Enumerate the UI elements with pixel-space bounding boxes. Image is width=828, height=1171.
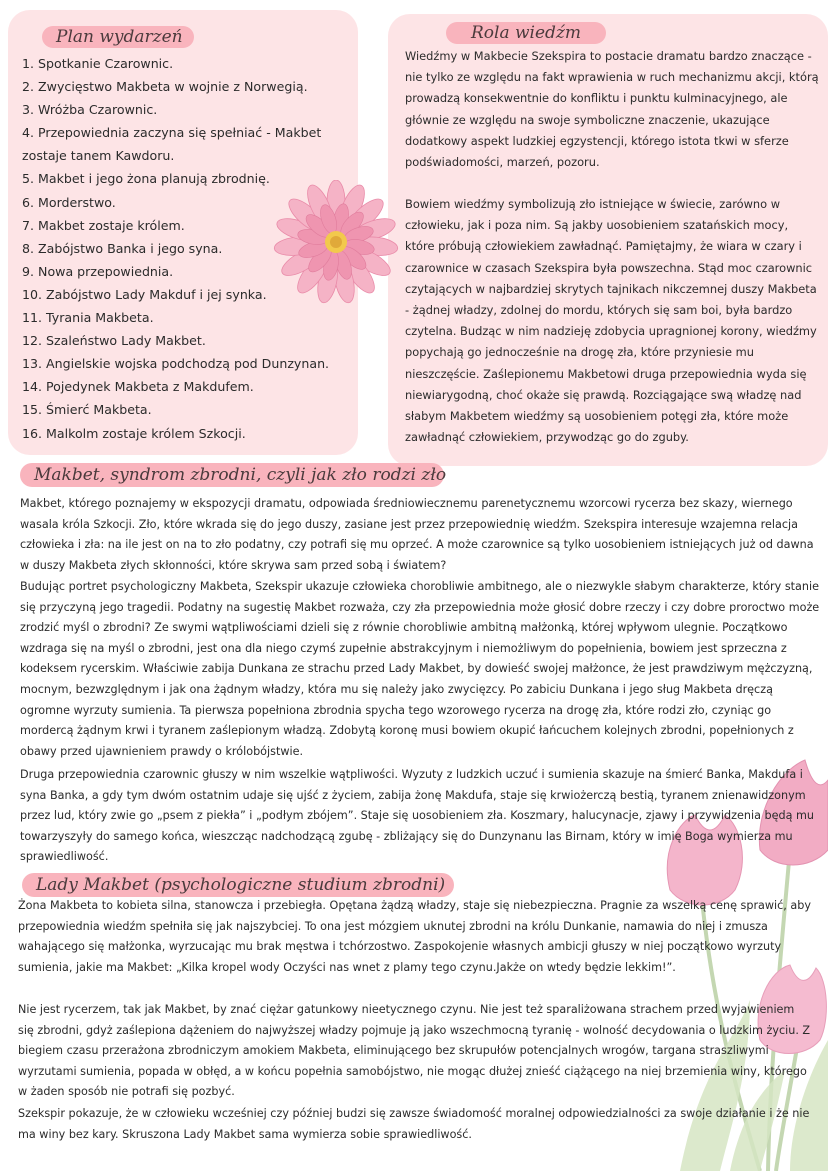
list-item: 13. Angielskie wojska podchodzą pod Dunzynan. bbox=[22, 356, 330, 372]
list-item: 11. Tyrania Makbeta. bbox=[22, 310, 154, 326]
list-item: 2. Zwycięstwo Makbeta w wojnie z Norwegią. bbox=[22, 79, 308, 95]
list-item: 14. Pojedynek Makbeta z Makdufem. bbox=[22, 379, 254, 395]
lady-section-title: Lady Makbet (psychologiczne studium zbrodni) bbox=[22, 873, 454, 897]
list-item: 8. Zabójstwo Banka i jego syna. bbox=[22, 240, 223, 256]
list-item: 3. Wróżba Czarownic. bbox=[22, 102, 158, 118]
plan-title: Plan wydarzeń bbox=[42, 26, 194, 48]
lady-paragraph-2: Nie jest rycerzem, tak jak Makbet, by znać ciężar gatunkowy nieetycznego czynu. Nie jest też sparaliżowana strachem przed wyjawieniem się zbrodni, gdyż zaślepiona dążeniem do najwyższej władzy pojmuje ją jako wszechmocną tyranię - wolność decydowania o ludzkim życiu. Z biegiem czasu przerażona zbrodniczym amokiem Makbeta, eliminującego bez skrupułów potencjalnych wrogów, targana straszliwymi wyrzutami sumienia, popada w obłęd, a w końcu popełnia samobójstwo, nie mogąc dłużej znieść ciążącego na niej brzemienia winy, którego w żaden sposób nie potrafi się pozbyć. bbox=[18, 1003, 811, 1099]
rola-paragraph-2: Bowiem wiedźmy symbolizują zło istniejące w świecie, zarówno w człowieku, jak i poza nim. Są jakby uosobieniem szatańskich mocy, które próbują człowiekiem zawładnąć. Pamiętajmy, że wiara w czary i czarownice w czasach Szekspira była powszechna. Stąd moc czarownic czytających w najbardziej skrytych tajnikach nikczemnej duszy Makbeta - żądnej władzy, zdolnej do mordu, których się sam boi, była bardzo czytelna. Budząc w nim nadzieję zdobycia upragnionej korony, wiedźmy popychają go jednocześnie na drogę zła, które przyniesie mu nieszczęście. Zaślepionemu Makbetowi druga przepowiednia wyda się niewiarygodną, choć okaże się prawdą. Rozciągające swą władzę nad słabym Makbetem wiedźmy są uosobieniem potęgi zła, które może zawładnąć człowiekiem, przywodząc go do zguby. bbox=[405, 197, 817, 445]
plan-list bbox=[22, 52, 352, 445]
lady-paragraph-1: Żona Makbeta to kobieta silna, stanowcza i przebiegła. Opętana żądzą władzy, staje się niebezpieczna. Pragnie za wszelką cenę sprawić, aby przepowiednia wiedźm spełniła się jak najszybciej. To ona jest mózgiem uknutej zbrodni na królu Dunkanie, namawia do niej i zmusza wahającego się małżonka, wyrzucając mu brak męstwa i tchórzostwo. Zaspokojenie własnych ambicji głuszy w niej początkowo wyrzuty sumienia, jakie ma Makbet: „Kilka kropel wody Oczyści nas wnet z plamy tego czynu.Jakże on wtedy będzie lekkim!”. bbox=[18, 899, 811, 974]
list-item: 15. Śmierć Makbeta. bbox=[22, 402, 152, 418]
makbet-paragraph-3: Druga przepowiednia czarownic głuszy w nim wszelkie wątpliwości. Wyzuty z ludzkich uczuć i sumienia skazuje na śmierć Banka, Makdufa i syna Banka, a gdy tym dwóm ostatnim udaje się ujść z życiem, zabija żonę Makdufa, staje się krwiożerczą bestią, tyranem znienawidzonym przez lud, który zwie go „psem z piekła” i „podłym zbójem”. Staje się uosobieniem zła. Koszmary, halucynacje, zjawy i przywidzenia będą mu towarzyszyły do samego końca, wieszcząc nadchodzącą zgubę - zbliżający się do Dunzynanu las Birnam, który w imię Boga wymierza mu sprawiedliwość. bbox=[20, 768, 814, 864]
rola-title: Rola wiedźm bbox=[446, 22, 606, 44]
makbet-paragraph-2: Budując portret psychologiczny Makbeta, Szekspir ukazuje człowieka chorobliwie ambitnego, ale o niezwykle słabym charakterze, który stanie się przyczyną jego tragedii. Podatny na sugestię Makbet rozważa, czy zła przepowiednia może głosić dobre rzeczy i czy dobre proroctwo może zrodzić myśl o zbrodni? Ze swymi wątpliwościami dzieli się z równie chorobliwie ambitną małżonką, której wpływom ulegnie. Początkowo wzdraga się na myśl o zbrodni, jest ona dla niego czymś zupełnie abstrakcyjnym i niemożliwym do popełnienia, bowiem jest sprzeczna z kodeksem rycerskim. Właściwie zabija Dunkana ze strachu przed Lady Makbet, by dowieść swojej małżonce, że jest prawdziwym mężczyzną, mocnym, bezwzględnym i jak ona żądnym władzy, która mu się należy jako zwycięzcy. Po zabiciu Dunkana i jego sług Makbeta dręczą ogromne wyrzuty sumienia. Ta pierwsza popełniona zbrodnia spycha tego wzorowego rycerza na drogę zła, które rodzi zło, czyniąc go mordercą żądnym krwi i tyranem zaślepionym władzą. Zdobytą koronę musi bowiem okupić łańcuchem kolejnych zbrodni, popełnionych z obawy przed ujawnieniem prawdy o królobójstwie. bbox=[20, 580, 820, 758]
list-item: 5. Makbet i jego żona planują zbrodnię. bbox=[22, 171, 270, 187]
list-item: 1. Spotkanie Czarownic. bbox=[22, 56, 174, 71]
lady-paragraph-3: Szekspir pokazuje, że w człowieku wcześniej czy później budzi się zawsze świadomość moralnej odpowiedzialności za swoje działanie i że nie ma winy bez kary. Skruszona Lady Makbet sama wymierza sobie sprawiedliwość. bbox=[18, 1107, 810, 1141]
list-item: 16. Malkolm zostaje królem Szkocji. bbox=[22, 425, 246, 441]
list-item: 9. Nowa przepowiednia. bbox=[22, 263, 174, 279]
makbet-paragraph-1: Makbet, którego poznajemy w ekspozycji dramatu, odpowiada średniowiecznemu parenetycznemu wzorcowi rycerza bez skazy, wiernego wasala króla Szkocji. Zło, które wkrada się do jego duszy, zasiane jest przez przepowiednię wiedźm. Szekspira interesuje wzajemna relacja człowieka i zła: na ile jest on na to zło podatny, czy potrafi się mu oprzeć. A może czarownice są tylko uosobieniem istniejących już od dawna w duszy Makbeta złych skłonności, które skrywa sam przed sobą i światem? bbox=[20, 497, 814, 572]
makbet-section-title: Makbet, syndrom zbrodni, czyli jak zło rodzi zło bbox=[20, 463, 444, 487]
list-item: 12. Szaleństwo Lady Makbet. bbox=[22, 333, 206, 349]
list-item: 4. Przepowiednia zaczyna się spełniać - Makbet zostaje tanem Kawdoru. bbox=[22, 125, 322, 164]
list-item: 7. Makbet zostaje królem. bbox=[22, 217, 185, 233]
rola-paragraph-1: Wiedźmy w Makbecie Szekspira to postacie dramatu bardzo znaczące - nie tylko ze względu na fakt wprawienia w ruch mechanizmu akcji, którą prowadzą konsekwentnie do konfliktu i punktu kulminacyjnego, ale głównie ze względu na swoje symboliczne znaczenie, ukazujące dodatkowy aspekt ludzkiej egzystencji, którego istota tkwi w sferze podświadomości, marzeń, pozoru. bbox=[405, 49, 819, 170]
list-item: 6. Morderstwo. bbox=[22, 194, 116, 210]
list-item: 10. Zabójstwo Lady Makduf i jej synka. bbox=[22, 286, 267, 302]
